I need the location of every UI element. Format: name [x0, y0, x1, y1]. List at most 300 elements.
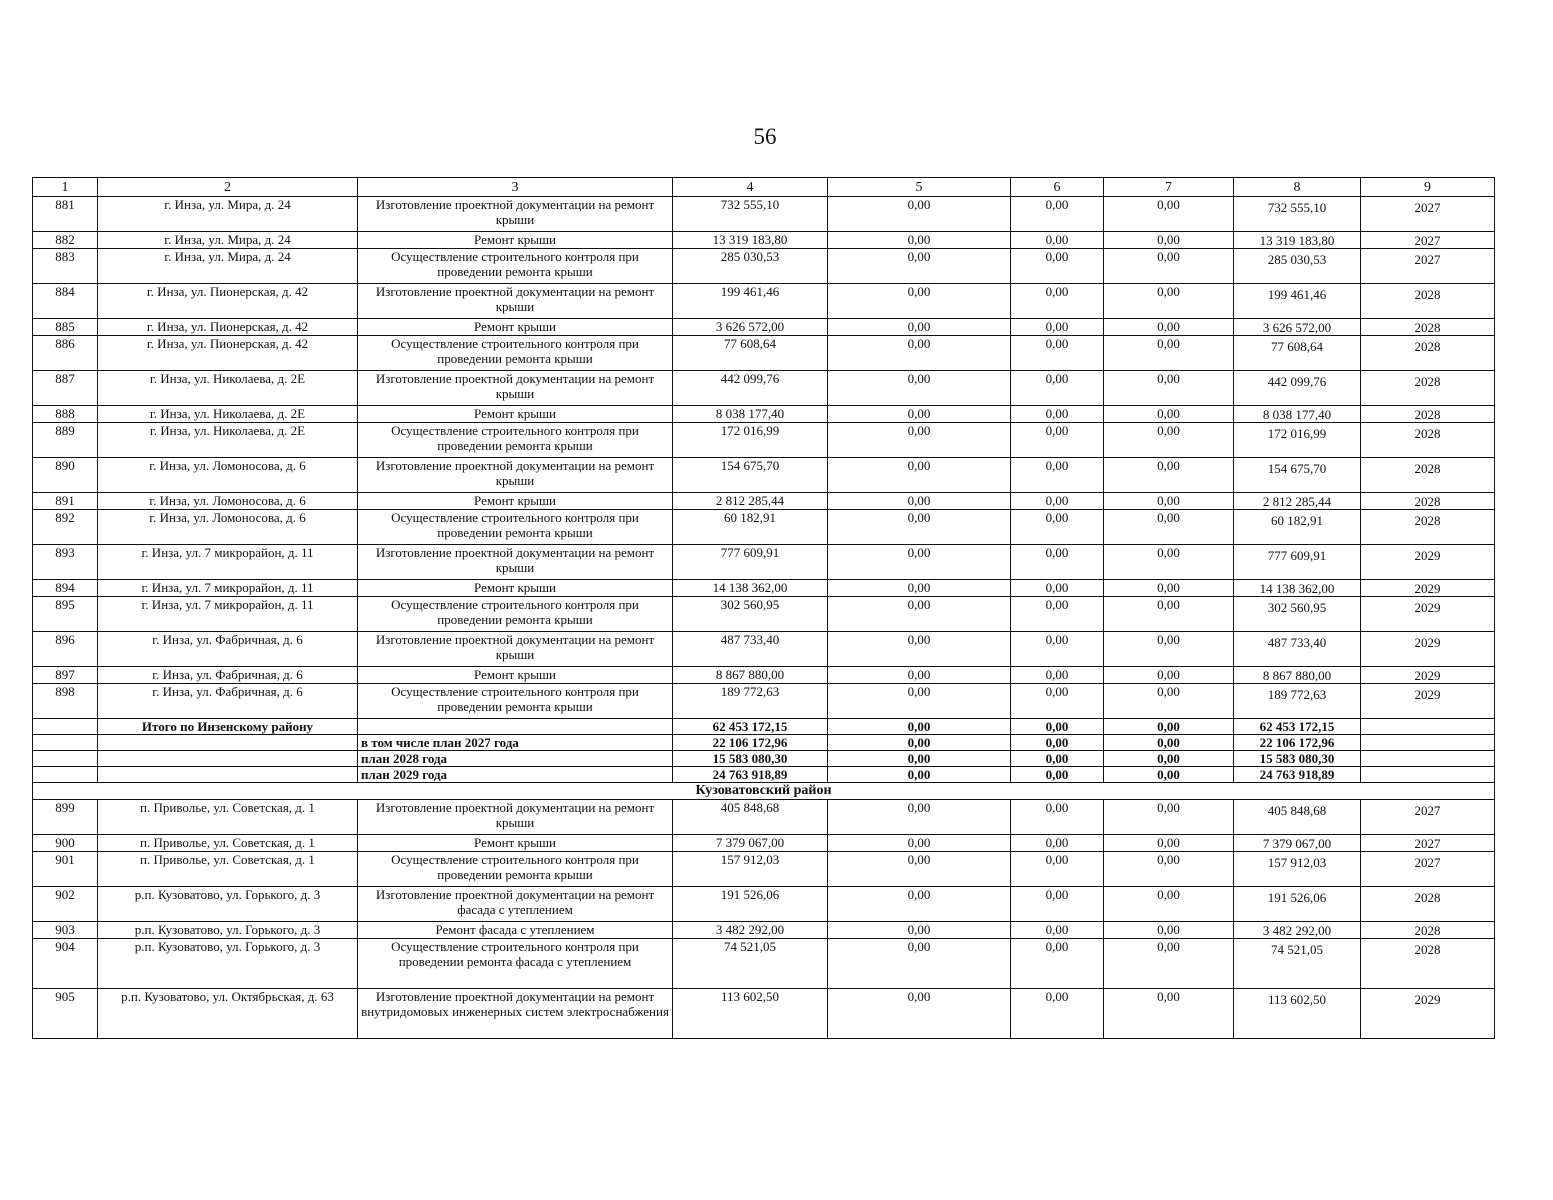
address-cell: г. Инза, ул. 7 микрорайон, д. 11 [98, 545, 358, 580]
amount-column-4: 74 521,05 [673, 939, 828, 989]
work-type-cell: Изготовление проектной документации на ремонт внутридомовых инженерных систем электроснабжения [358, 989, 673, 1039]
year-cell: 2028 [1361, 336, 1495, 371]
amount-column-8: 3 482 292,00 [1234, 922, 1361, 939]
amount-column-7: 0,00 [1104, 922, 1234, 939]
amount-column-8: 8 867 880,00 [1234, 667, 1361, 684]
amount-column-5: 0,00 [828, 835, 1011, 852]
amount-column-6: 0,00 [1011, 510, 1104, 545]
column-number: 3 [358, 178, 673, 197]
amount-column-5: 0,00 [828, 632, 1011, 667]
amount-column-4: 199 461,46 [673, 284, 828, 319]
amount-column-6: 0,00 [1011, 458, 1104, 493]
year-cell: 2029 [1361, 632, 1495, 667]
total-column-4: 24 763 918,89 [673, 767, 828, 783]
amount-column-8: 77 608,64 [1234, 336, 1361, 371]
row-number: 889 [33, 423, 98, 458]
amount-column-8: 487 733,40 [1234, 632, 1361, 667]
column-number: 7 [1104, 178, 1234, 197]
row-number: 885 [33, 319, 98, 336]
amount-column-6: 0,00 [1011, 371, 1104, 406]
address-cell: г. Инза, ул. Фабричная, д. 6 [98, 632, 358, 667]
work-type-cell: Ремонт крыши [358, 232, 673, 249]
work-type-cell: Ремонт крыши [358, 406, 673, 423]
row-number: 903 [33, 922, 98, 939]
amount-column-7: 0,00 [1104, 406, 1234, 423]
total-column-6: 0,00 [1011, 751, 1104, 767]
work-type-cell: Осуществление строительного контроля при проведении ремонта фасада с утеплением [358, 939, 673, 989]
address-cell: п. Приволье, ул. Советская, д. 1 [98, 852, 358, 887]
page-number: 56 [753, 124, 777, 149]
year-cell: 2028 [1361, 319, 1495, 336]
amount-column-8: 13 319 183,80 [1234, 232, 1361, 249]
amount-column-8: 302 560,95 [1234, 597, 1361, 632]
amount-column-6: 0,00 [1011, 197, 1104, 232]
amount-column-6: 0,00 [1011, 249, 1104, 284]
row-number: 898 [33, 684, 98, 719]
work-type-cell: Ремонт крыши [358, 580, 673, 597]
work-type-cell: Изготовление проектной документации на ремонт фасада с утеплением [358, 887, 673, 922]
amount-column-7: 0,00 [1104, 580, 1234, 597]
amount-column-5: 0,00 [828, 249, 1011, 284]
table-row [33, 319, 1495, 336]
work-type-cell: Изготовление проектной документации на ремонт крыши [358, 632, 673, 667]
table-row [33, 249, 1495, 284]
empty-cell [358, 719, 673, 735]
capital-repair-table [32, 177, 1495, 1039]
amount-column-7: 0,00 [1104, 632, 1234, 667]
table-row [33, 371, 1495, 406]
address-cell: г. Инза, ул. 7 микрорайон, д. 11 [98, 580, 358, 597]
amount-column-5: 0,00 [828, 989, 1011, 1039]
table-row [33, 989, 1495, 1039]
year-cell: 2027 [1361, 852, 1495, 887]
amount-column-6: 0,00 [1011, 545, 1104, 580]
amount-column-8: 172 016,99 [1234, 423, 1361, 458]
table-row [33, 684, 1495, 719]
amount-column-5: 0,00 [828, 545, 1011, 580]
total-column-6: 0,00 [1011, 719, 1104, 735]
address-cell: г. Инза, ул. Николаева, д. 2Е [98, 406, 358, 423]
empty-cell [33, 735, 98, 751]
amount-column-6: 0,00 [1011, 597, 1104, 632]
amount-column-7: 0,00 [1104, 493, 1234, 510]
work-type-cell: Осуществление строительного контроля при проведении ремонта крыши [358, 597, 673, 632]
amount-column-8: 2 812 285,44 [1234, 493, 1361, 510]
amount-column-7: 0,00 [1104, 249, 1234, 284]
year-cell: 2029 [1361, 989, 1495, 1039]
amount-column-5: 0,00 [828, 852, 1011, 887]
row-number: 900 [33, 835, 98, 852]
amount-column-4: 777 609,91 [673, 545, 828, 580]
column-number: 5 [828, 178, 1011, 197]
column-number: 6 [1011, 178, 1104, 197]
table-row [33, 597, 1495, 632]
year-cell: 2028 [1361, 887, 1495, 922]
amount-column-5: 0,00 [828, 197, 1011, 232]
amount-column-6: 0,00 [1011, 319, 1104, 336]
amount-column-6: 0,00 [1011, 632, 1104, 667]
total-row [33, 751, 1495, 767]
work-type-cell: Осуществление строительного контроля при проведении ремонта крыши [358, 684, 673, 719]
section-title: Кузоватовский район [33, 783, 1495, 800]
amount-column-8: 777 609,91 [1234, 545, 1361, 580]
amount-column-4: 2 812 285,44 [673, 493, 828, 510]
year-cell: 2028 [1361, 371, 1495, 406]
table-row [33, 887, 1495, 922]
table-row [33, 197, 1495, 232]
amount-column-4: 77 608,64 [673, 336, 828, 371]
amount-column-4: 191 526,06 [673, 887, 828, 922]
amount-column-4: 113 602,50 [673, 989, 828, 1039]
total-column-4: 62 453 172,15 [673, 719, 828, 735]
row-number: 905 [33, 989, 98, 1039]
amount-column-5: 0,00 [828, 284, 1011, 319]
table-row [33, 667, 1495, 684]
total-column-6: 0,00 [1011, 735, 1104, 751]
amount-column-5: 0,00 [828, 371, 1011, 406]
address-cell: г. Инза, ул. Пионерская, д. 42 [98, 284, 358, 319]
amount-column-5: 0,00 [828, 597, 1011, 632]
year-cell: 2029 [1361, 684, 1495, 719]
work-type-cell: Ремонт крыши [358, 493, 673, 510]
amount-column-8: 157 912,03 [1234, 852, 1361, 887]
empty-cell [33, 719, 98, 735]
amount-column-6: 0,00 [1011, 423, 1104, 458]
address-cell: г. Инза, ул. Николаева, д. 2Е [98, 371, 358, 406]
year-cell: 2027 [1361, 800, 1495, 835]
year-cell: 2027 [1361, 232, 1495, 249]
address-cell: п. Приволье, ул. Советская, д. 1 [98, 800, 358, 835]
table-row [33, 510, 1495, 545]
amount-column-8: 442 099,76 [1234, 371, 1361, 406]
year-cell: 2028 [1361, 406, 1495, 423]
work-type-cell: Ремонт крыши [358, 319, 673, 336]
total-row [33, 719, 1495, 735]
work-type-cell: Осуществление строительного контроля при проведении ремонта крыши [358, 249, 673, 284]
address-cell: г. Инза, ул. Мира, д. 24 [98, 232, 358, 249]
table-row [33, 545, 1495, 580]
year-cell: 2028 [1361, 284, 1495, 319]
amount-column-4: 8 038 177,40 [673, 406, 828, 423]
amount-column-5: 0,00 [828, 922, 1011, 939]
address-cell: г. Инза, ул. 7 микрорайон, д. 11 [98, 597, 358, 632]
row-number: 882 [33, 232, 98, 249]
amount-column-6: 0,00 [1011, 852, 1104, 887]
amount-column-8: 732 555,10 [1234, 197, 1361, 232]
address-cell: г. Инза, ул. Фабричная, д. 6 [98, 684, 358, 719]
row-number: 887 [33, 371, 98, 406]
column-number: 9 [1361, 178, 1495, 197]
amount-column-6: 0,00 [1011, 493, 1104, 510]
total-column-5: 0,00 [828, 767, 1011, 783]
row-number: 892 [33, 510, 98, 545]
row-number: 896 [33, 632, 98, 667]
table-row [33, 493, 1495, 510]
amount-column-8: 8 038 177,40 [1234, 406, 1361, 423]
row-number: 883 [33, 249, 98, 284]
amount-column-6: 0,00 [1011, 989, 1104, 1039]
total-column-5: 0,00 [828, 719, 1011, 735]
work-type-cell: Изготовление проектной документации на ремонт крыши [358, 284, 673, 319]
address-cell: г. Инза, ул. Мира, д. 24 [98, 249, 358, 284]
amount-column-4: 3 626 572,00 [673, 319, 828, 336]
total-column-8: 22 106 172,96 [1234, 735, 1361, 751]
year-cell: 2029 [1361, 597, 1495, 632]
column-number: 2 [98, 178, 358, 197]
row-number: 890 [33, 458, 98, 493]
amount-column-7: 0,00 [1104, 684, 1234, 719]
amount-column-4: 14 138 362,00 [673, 580, 828, 597]
amount-column-4: 13 319 183,80 [673, 232, 828, 249]
amount-column-4: 405 848,68 [673, 800, 828, 835]
amount-column-7: 0,00 [1104, 800, 1234, 835]
work-type-cell: Изготовление проектной документации на ремонт крыши [358, 458, 673, 493]
total-column-7: 0,00 [1104, 719, 1234, 735]
row-number: 899 [33, 800, 98, 835]
amount-column-4: 189 772,63 [673, 684, 828, 719]
amount-column-4: 154 675,70 [673, 458, 828, 493]
total-row [33, 767, 1495, 783]
work-type-cell: Изготовление проектной документации на ремонт крыши [358, 371, 673, 406]
amount-column-5: 0,00 [828, 232, 1011, 249]
address-cell: г. Инза, ул. Ломоносова, д. 6 [98, 510, 358, 545]
row-number: 884 [33, 284, 98, 319]
total-column-6: 0,00 [1011, 767, 1104, 783]
amount-column-8: 7 379 067,00 [1234, 835, 1361, 852]
amount-column-8: 405 848,68 [1234, 800, 1361, 835]
amount-column-7: 0,00 [1104, 835, 1234, 852]
amount-column-7: 0,00 [1104, 510, 1234, 545]
empty-cell [33, 751, 98, 767]
table-row [33, 835, 1495, 852]
work-type-cell: Изготовление проектной документации на ремонт крыши [358, 545, 673, 580]
table-row [33, 580, 1495, 597]
amount-column-5: 0,00 [828, 800, 1011, 835]
total-label: Итого по Инзенскому району [98, 719, 358, 735]
amount-column-6: 0,00 [1011, 336, 1104, 371]
amount-column-8: 74 521,05 [1234, 939, 1361, 989]
amount-column-5: 0,00 [828, 423, 1011, 458]
amount-column-6: 0,00 [1011, 835, 1104, 852]
amount-column-7: 0,00 [1104, 887, 1234, 922]
amount-column-4: 7 379 067,00 [673, 835, 828, 852]
row-number: 901 [33, 852, 98, 887]
address-cell: г. Инза, ул. Ломоносова, д. 6 [98, 458, 358, 493]
work-type-cell: Изготовление проектной документации на ремонт крыши [358, 197, 673, 232]
amount-column-6: 0,00 [1011, 939, 1104, 989]
total-label: в том числе план 2027 года [358, 735, 673, 751]
amount-column-8: 14 138 362,00 [1234, 580, 1361, 597]
empty-cell [98, 767, 358, 783]
table-row [33, 632, 1495, 667]
total-label: план 2029 года [358, 767, 673, 783]
row-number: 902 [33, 887, 98, 922]
row-number: 886 [33, 336, 98, 371]
table-row [33, 232, 1495, 249]
year-cell: 2029 [1361, 580, 1495, 597]
amount-column-4: 442 099,76 [673, 371, 828, 406]
amount-column-8: 189 772,63 [1234, 684, 1361, 719]
row-number: 897 [33, 667, 98, 684]
amount-column-7: 0,00 [1104, 989, 1234, 1039]
amount-column-5: 0,00 [828, 667, 1011, 684]
year-cell: 2027 [1361, 835, 1495, 852]
total-label: план 2028 года [358, 751, 673, 767]
amount-column-5: 0,00 [828, 336, 1011, 371]
amount-column-7: 0,00 [1104, 545, 1234, 580]
address-cell: р.п. Кузоватово, ул. Горького, д. 3 [98, 922, 358, 939]
address-cell: п. Приволье, ул. Советская, д. 1 [98, 835, 358, 852]
amount-column-7: 0,00 [1104, 232, 1234, 249]
total-column-8: 24 763 918,89 [1234, 767, 1361, 783]
amount-column-5: 0,00 [828, 458, 1011, 493]
year-cell: 2028 [1361, 510, 1495, 545]
amount-column-8: 3 626 572,00 [1234, 319, 1361, 336]
column-number-row [33, 178, 1495, 197]
section-heading-row [33, 783, 1495, 800]
total-column-5: 0,00 [828, 735, 1011, 751]
amount-column-8: 154 675,70 [1234, 458, 1361, 493]
amount-column-4: 60 182,91 [673, 510, 828, 545]
year-cell: 2029 [1361, 545, 1495, 580]
amount-column-6: 0,00 [1011, 232, 1104, 249]
amount-column-5: 0,00 [828, 493, 1011, 510]
table-row [33, 458, 1495, 493]
total-column-8: 62 453 172,15 [1234, 719, 1361, 735]
row-number: 893 [33, 545, 98, 580]
total-row [33, 735, 1495, 751]
column-number: 8 [1234, 178, 1361, 197]
amount-column-7: 0,00 [1104, 371, 1234, 406]
column-number: 4 [673, 178, 828, 197]
empty-cell [1361, 719, 1495, 735]
amount-column-8: 191 526,06 [1234, 887, 1361, 922]
amount-column-7: 0,00 [1104, 197, 1234, 232]
year-cell: 2027 [1361, 197, 1495, 232]
address-cell: г. Инза, ул. Николаева, д. 2Е [98, 423, 358, 458]
amount-column-5: 0,00 [828, 319, 1011, 336]
amount-column-6: 0,00 [1011, 580, 1104, 597]
amount-column-8: 199 461,46 [1234, 284, 1361, 319]
total-column-4: 22 106 172,96 [673, 735, 828, 751]
amount-column-7: 0,00 [1104, 458, 1234, 493]
amount-column-5: 0,00 [828, 684, 1011, 719]
year-cell: 2029 [1361, 667, 1495, 684]
amount-column-5: 0,00 [828, 406, 1011, 423]
work-type-cell: Осуществление строительного контроля при проведении ремонта крыши [358, 336, 673, 371]
address-cell: г. Инза, ул. Мира, д. 24 [98, 197, 358, 232]
row-number: 891 [33, 493, 98, 510]
amount-column-4: 8 867 880,00 [673, 667, 828, 684]
amount-column-6: 0,00 [1011, 800, 1104, 835]
table-row [33, 423, 1495, 458]
amount-column-7: 0,00 [1104, 597, 1234, 632]
empty-cell [98, 751, 358, 767]
empty-cell [1361, 751, 1495, 767]
work-type-cell: Изготовление проектной документации на ремонт крыши [358, 800, 673, 835]
table-row [33, 336, 1495, 371]
table-row [33, 939, 1495, 989]
amount-column-8: 113 602,50 [1234, 989, 1361, 1039]
amount-column-6: 0,00 [1011, 922, 1104, 939]
amount-column-7: 0,00 [1104, 284, 1234, 319]
table-row [33, 406, 1495, 423]
year-cell: 2028 [1361, 922, 1495, 939]
amount-column-7: 0,00 [1104, 939, 1234, 989]
empty-cell [1361, 767, 1495, 783]
address-cell: р.п. Кузоватово, ул. Горького, д. 3 [98, 939, 358, 989]
empty-cell [33, 767, 98, 783]
address-cell: г. Инза, ул. Пионерская, д. 42 [98, 319, 358, 336]
work-type-cell: Ремонт крыши [358, 667, 673, 684]
work-type-cell: Ремонт крыши [358, 835, 673, 852]
empty-cell [1361, 735, 1495, 751]
work-type-cell: Осуществление строительного контроля при проведении ремонта крыши [358, 423, 673, 458]
table-body [33, 178, 1495, 1039]
amount-column-6: 0,00 [1011, 684, 1104, 719]
row-number: 888 [33, 406, 98, 423]
address-cell: г. Инза, ул. Пионерская, д. 42 [98, 336, 358, 371]
amount-column-7: 0,00 [1104, 319, 1234, 336]
amount-column-6: 0,00 [1011, 667, 1104, 684]
amount-column-6: 0,00 [1011, 284, 1104, 319]
work-type-cell: Ремонт фасада с утеплением [358, 922, 673, 939]
amount-column-4: 302 560,95 [673, 597, 828, 632]
row-number: 894 [33, 580, 98, 597]
year-cell: 2027 [1361, 249, 1495, 284]
amount-column-4: 487 733,40 [673, 632, 828, 667]
amount-column-6: 0,00 [1011, 887, 1104, 922]
address-cell: г. Инза, ул. Фабричная, д. 6 [98, 667, 358, 684]
amount-column-4: 285 030,53 [673, 249, 828, 284]
amount-column-8: 285 030,53 [1234, 249, 1361, 284]
amount-column-5: 0,00 [828, 580, 1011, 597]
address-cell: р.п. Кузоватово, ул. Октябрьская, д. 63 [98, 989, 358, 1039]
amount-column-5: 0,00 [828, 939, 1011, 989]
amount-column-5: 0,00 [828, 510, 1011, 545]
address-cell: р.п. Кузоватово, ул. Горького, д. 3 [98, 887, 358, 922]
table-row [33, 284, 1495, 319]
total-column-7: 0,00 [1104, 767, 1234, 783]
amount-column-4: 3 482 292,00 [673, 922, 828, 939]
total-column-7: 0,00 [1104, 751, 1234, 767]
row-number: 895 [33, 597, 98, 632]
amount-column-4: 732 555,10 [673, 197, 828, 232]
work-type-cell: Осуществление строительного контроля при проведении ремонта крыши [358, 510, 673, 545]
row-number: 904 [33, 939, 98, 989]
table-row [33, 852, 1495, 887]
total-column-7: 0,00 [1104, 735, 1234, 751]
total-column-8: 15 583 080,30 [1234, 751, 1361, 767]
work-type-cell: Осуществление строительного контроля при проведении ремонта крыши [358, 852, 673, 887]
amount-column-7: 0,00 [1104, 852, 1234, 887]
year-cell: 2028 [1361, 458, 1495, 493]
table-row [33, 922, 1495, 939]
amount-column-7: 0,00 [1104, 336, 1234, 371]
year-cell: 2028 [1361, 423, 1495, 458]
column-number: 1 [33, 178, 98, 197]
amount-column-6: 0,00 [1011, 406, 1104, 423]
empty-cell [98, 735, 358, 751]
address-cell: г. Инза, ул. Ломоносова, д. 6 [98, 493, 358, 510]
amount-column-5: 0,00 [828, 887, 1011, 922]
amount-column-8: 60 182,91 [1234, 510, 1361, 545]
year-cell: 2028 [1361, 939, 1495, 989]
amount-column-7: 0,00 [1104, 423, 1234, 458]
total-column-5: 0,00 [828, 751, 1011, 767]
amount-column-7: 0,00 [1104, 667, 1234, 684]
total-column-4: 15 583 080,30 [673, 751, 828, 767]
